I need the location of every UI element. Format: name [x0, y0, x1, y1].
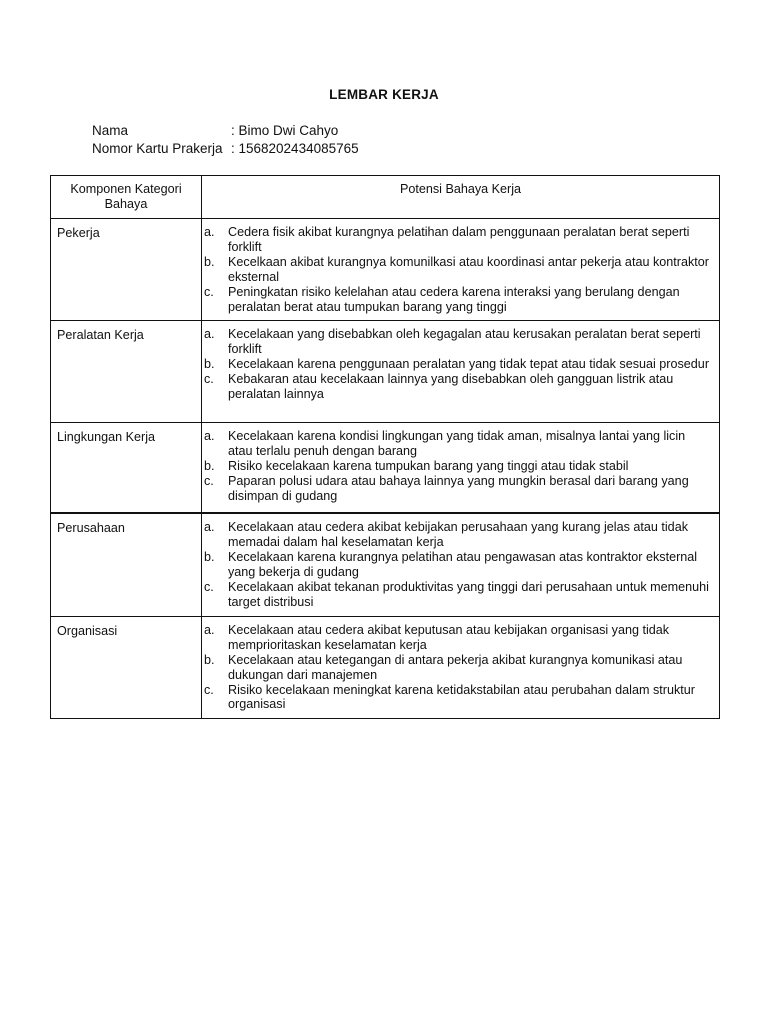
- list-item: [202, 550, 713, 580]
- list-item: [202, 372, 713, 402]
- list-item: [202, 520, 713, 550]
- table-body: [51, 219, 720, 719]
- item-text: Paparan polusi udara atau bahaya lainnya yang mungkin berasal dari barang yang disimpan di gudang: [228, 474, 689, 504]
- item-letter: a.: [204, 622, 215, 637]
- item-letter: c.: [204, 580, 214, 595]
- info-label: Nomor Kartu Prakerja: [92, 141, 223, 156]
- item-letter: b.: [204, 459, 215, 474]
- list-item: [202, 623, 713, 653]
- item-text: Risiko kecelakaan meningkat karena ketidakstabilan atau perubahan dalam struktur organisasi: [228, 682, 695, 712]
- hazard-list-cell: [202, 513, 720, 616]
- item-text: Kecelkaan akibat kurangnya komunilkasi atau koordinasi antar pekerja atau kontraktor eksternal: [228, 254, 709, 284]
- item-letter: b.: [204, 550, 215, 565]
- list-item: [202, 683, 713, 713]
- hazard-list-cell: [202, 423, 720, 514]
- item-text: Kecelakaan atau cedera akibat kebijakan perusahaan yang kurang jelas atau tidak memadai dalam hal keselamatan kerja: [228, 520, 688, 550]
- item-letter: a.: [204, 327, 215, 342]
- item-text: Cedera fisik akibat kurangnya pelatihan dalam penggunaan peralatan berat seperti forklift: [228, 225, 690, 254]
- item-text: Peningkatan risiko kelelahan atau cedera karena interaksi yang berulang dengan peralatan berat atau tumpukan barang yang tinggi: [228, 284, 680, 314]
- list-item: [202, 429, 713, 459]
- category-cell: Perusahaan: [51, 513, 202, 616]
- item-text: Kebakaran atau kecelakaan lainnya yang disebabkan oleh gangguan listrik atau peralatan lainnya: [228, 372, 674, 402]
- header-potential-hazard: Potensi Bahaya Kerja: [202, 176, 720, 219]
- info-row-card-number: [92, 140, 359, 158]
- item-letter: a.: [204, 520, 215, 535]
- item-letter: c.: [204, 284, 214, 299]
- item-text: Kecelakaan yang disebabkan oleh kegagalan atau kerusakan peralatan berat seperti forklift: [228, 327, 701, 357]
- item-text: Kecelakaan atau ketegangan di antara pekerja akibat kurangnya komunikasi atau dukungan dari manajemen: [228, 652, 683, 682]
- item-text: Kecelakaan akibat tekanan produktivitas yang tinggi dari perusahaan untuk memenuhi target distribusi: [228, 580, 709, 609]
- item-text: Kecelakaan karena penggunaan peralatan yang tidak tepat atau tidak sesuai prosedur: [228, 357, 710, 372]
- info-row-name: [92, 122, 359, 140]
- item-letter: c.: [204, 682, 214, 697]
- item-letter: a.: [204, 429, 215, 444]
- page-title: LEMBAR KERJA: [329, 87, 439, 102]
- item-letter: c.: [204, 372, 214, 387]
- hazard-list-cell: [202, 219, 720, 321]
- table-row: [51, 321, 720, 423]
- list-item: [202, 459, 713, 474]
- category-cell: Pekerja: [51, 219, 202, 321]
- participant-info: [92, 122, 359, 158]
- list-item: [202, 580, 713, 610]
- category-cell: Organisasi: [51, 616, 202, 718]
- hazard-list-cell: [202, 616, 720, 718]
- hazard-list-cell: [202, 321, 720, 423]
- table-row: [51, 616, 720, 718]
- table-row: [51, 219, 720, 321]
- header-category: Komponen Kategori Bahaya: [51, 176, 202, 219]
- list-item: [202, 474, 713, 504]
- item-letter: a.: [204, 225, 215, 239]
- item-letter: b.: [204, 254, 215, 269]
- category-cell: Peralatan Kerja: [51, 321, 202, 423]
- table-row: [51, 513, 720, 616]
- list-item: [202, 285, 713, 315]
- item-letter: c.: [204, 474, 214, 489]
- list-item: [202, 327, 713, 357]
- list-item: [202, 357, 713, 372]
- item-text: Kecelakaan karena kondisi lingkungan yang tidak aman, misalnya lantai yang licin atau terlalu penuh dengan barang: [228, 429, 686, 459]
- table-header-row: [51, 176, 720, 219]
- list-item: [202, 653, 713, 683]
- item-text: Kecelakaan karena kurangnya pelatihan atau pengawasan atas kontraktor eksternal yang bekerja di gudang: [228, 550, 698, 580]
- list-item: [202, 255, 713, 285]
- item-text: Risiko kecelakaan karena tumpukan barang yang tinggi atau tidak stabil: [228, 459, 629, 474]
- item-letter: b.: [204, 357, 215, 372]
- table-row: [51, 423, 720, 514]
- info-value: : 1568202434085765: [231, 141, 359, 156]
- item-text: Kecelakaan atau cedera akibat keputusan atau kebijakan organisasi yang tidak memprioritaskan keselamatan kerja: [228, 622, 670, 652]
- list-item: [202, 225, 713, 255]
- hazard-table: [50, 175, 720, 719]
- info-value: : Bimo Dwi Cahyo: [231, 123, 339, 138]
- info-label: Nama: [92, 123, 129, 138]
- item-letter: b.: [204, 652, 215, 667]
- category-cell: Lingkungan Kerja: [51, 423, 202, 514]
